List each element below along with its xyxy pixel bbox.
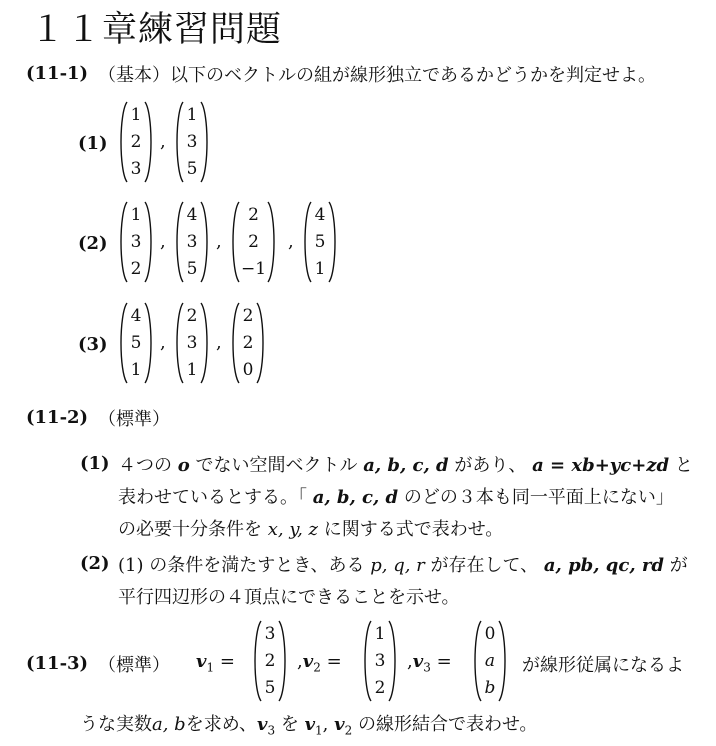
text: でない空間ベクトル <box>195 455 358 476</box>
comma: , <box>288 231 294 252</box>
comma: , <box>216 231 222 252</box>
vector-entry: 5 <box>264 678 276 698</box>
vector-entry: 5 <box>186 259 198 279</box>
vector-entry: 2 <box>242 333 254 353</box>
vector-entry: 1 <box>186 360 198 380</box>
vector-entry: b <box>484 678 496 698</box>
text: と <box>674 455 693 476</box>
vector-entry: 1 <box>130 205 142 225</box>
problem-11-3-line-2: うな実数a, bを求め、$v_3$ を $v_1$, $v_2$ の線形結合で表わせ。 <box>80 714 538 738</box>
vector-entry: 4 <box>130 306 142 326</box>
vector-entry: 3 <box>130 232 142 252</box>
vector-entry: 1 <box>314 259 326 279</box>
page-title: １１章練習問題 <box>30 10 283 50</box>
text: のどの３本も同一平面上にない」 <box>403 487 674 508</box>
sub-1-label: (1) <box>78 133 108 154</box>
problem-11-2-text: （標準） <box>98 409 170 430</box>
vector-list: a, b, c, d <box>312 487 399 508</box>
vector-entry: 2 <box>248 232 259 252</box>
text: 表わせているとする。「 <box>118 487 307 508</box>
comma: , <box>216 332 222 353</box>
vector-entry: 1 <box>374 624 386 644</box>
column-vector <box>174 302 210 384</box>
vector-entry: 0 <box>242 360 254 380</box>
vector-entry: 3 <box>374 651 386 671</box>
column-vector <box>118 101 154 183</box>
equation: a = xb+yc+zd <box>532 455 670 476</box>
column-vector <box>472 620 508 702</box>
vector-entry: 3 <box>264 624 276 644</box>
vector-entry: 2 <box>130 259 142 279</box>
text: ４つの <box>118 455 172 476</box>
text: があり、 <box>454 455 527 476</box>
text: が存在して、 <box>430 555 539 576</box>
vector-entry: 3 <box>186 333 198 353</box>
column-vector <box>118 201 154 283</box>
column-vector <box>118 302 154 384</box>
v3-lhs: $,v_3$ = <box>407 651 452 675</box>
sub-2-line-2: 平行四辺形の４頂点にできることを示せ。 <box>118 587 460 608</box>
sub-1-line-3 <box>118 515 503 541</box>
vector-entry: 2 <box>248 205 259 225</box>
vector-entry: 1 <box>130 360 142 380</box>
text: に関する式で表わせ。 <box>323 519 504 540</box>
column-vector <box>362 620 398 702</box>
vector-entry: a <box>484 651 496 671</box>
sub-1-line-1 <box>118 451 693 477</box>
vector-list: a, b, c, d <box>363 455 449 476</box>
vector-list: a, pb, qc, rd <box>543 555 664 576</box>
sub-1-label: (1) <box>80 453 110 474</box>
vector-entry: 2 <box>374 678 386 698</box>
comma: , <box>160 231 166 252</box>
vector-entry: 1 <box>130 105 142 125</box>
column-vector <box>174 201 210 283</box>
vector-entry: 2 <box>186 306 198 326</box>
text: の必要十分条件を <box>118 519 262 540</box>
vector-entry: 4 <box>314 205 326 225</box>
column-vector <box>230 302 266 384</box>
vector-entry: 4 <box>186 205 198 225</box>
variables: x, y, z <box>267 519 319 540</box>
v1-lhs: $v_1$ = <box>196 651 235 675</box>
sub-3-label: (3) <box>78 334 108 355</box>
problem-11-3-label: (11-3) <box>26 653 89 674</box>
vector-entry: −1 <box>241 259 267 279</box>
vector-entry: 3 <box>186 132 198 152</box>
vector-entry: 5 <box>314 232 326 252</box>
vector-entry: 1 <box>186 105 198 125</box>
text: (1) の条件を満たすとき、ある <box>118 555 365 576</box>
problem-11-3-tail: が線形従属になるよ <box>522 655 684 676</box>
v2-lhs: $,v_2$ = <box>297 651 342 675</box>
vector-entry: 5 <box>130 333 142 353</box>
text: が <box>669 555 688 576</box>
comma: , <box>160 332 166 353</box>
comma: , <box>160 131 166 152</box>
vector-entry: 3 <box>130 159 142 179</box>
problem-11-1-label: (11-1) <box>26 63 89 84</box>
vector-entry: 2 <box>264 651 276 671</box>
sub-2-line-1 <box>118 551 688 577</box>
vector-entry: 3 <box>186 232 198 252</box>
variables: p, q, r <box>370 555 425 576</box>
vector-entry: 0 <box>484 624 496 644</box>
sub-2-label: (2) <box>80 553 110 574</box>
column-vector <box>230 201 277 283</box>
vector-entry: 5 <box>186 159 198 179</box>
sub-2-label: (2) <box>78 233 108 254</box>
vector-entry: 2 <box>130 132 142 152</box>
column-vector <box>174 101 210 183</box>
sub-1-line-2 <box>118 483 674 509</box>
column-vector <box>252 620 288 702</box>
column-vector <box>302 201 338 283</box>
problem-11-3-text: （標準） <box>98 655 170 676</box>
vector-entry: 2 <box>242 306 254 326</box>
problem-11-2-label: (11-2) <box>26 407 89 428</box>
zero-vector: o <box>177 455 190 476</box>
problem-11-1-text: （基本）以下のベクトルの組が線形独立であるかどうかを判定せよ。 <box>98 65 656 86</box>
